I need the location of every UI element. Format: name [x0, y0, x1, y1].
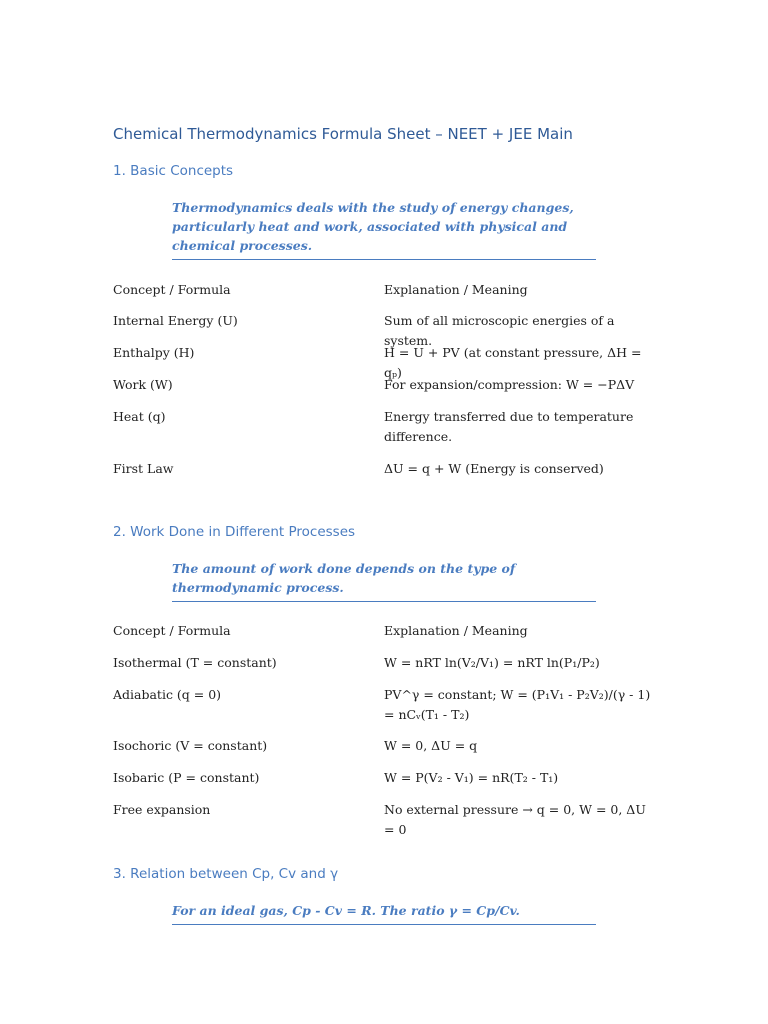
concept-cell: Adiabatic (q = 0) [113, 687, 222, 702]
explanation-cell: Sum of all microscopic energies of a system. [384, 313, 615, 348]
concept-cell: Free expansion [113, 802, 211, 817]
section-heading-work-done: 2. Work Done in Different Processes [113, 524, 356, 540]
explanation-cell: W = nRT ln(V₂/V₁) = nRT ln(P₁/P₂) [384, 655, 600, 670]
document-title: Chemical Thermodynamics Formula Sheet – NEET + JEE Main [113, 125, 573, 143]
explanation-cell: H = U + PV (at constant pressure, ΔH = qₚ) [384, 345, 642, 380]
concept-cell: First Law [113, 461, 174, 476]
concept-cell: Isobaric (P = constant) [113, 770, 260, 785]
section-heading-basic-concepts: 1. Basic Concepts [113, 163, 234, 179]
explanation-cell: W = P(V₂ - V₁) = nR(T₂ - T₁) [384, 770, 559, 785]
column-header-concept: Concept / Formula [113, 282, 231, 297]
explanation-cell: No external pressure → q = 0, W = 0, ΔU = 0 [384, 802, 646, 837]
column-header-explanation: Explanation / Meaning [384, 623, 528, 638]
concept-cell: Internal Energy (U) [113, 313, 238, 328]
section-intro-work-done: The amount of work done depends on the type of thermodynamic process. [172, 559, 596, 602]
concept-cell: Isothermal (T = constant) [113, 655, 277, 670]
section-heading-cp-cv-relation: 3. Relation between Cp, Cv and γ [113, 866, 339, 882]
explanation-cell: W = 0, ΔU = q [384, 738, 478, 753]
column-header-explanation: Explanation / Meaning [384, 282, 528, 297]
explanation-cell: Energy transferred due to temperature difference. [384, 409, 634, 444]
concept-cell: Enthalpy (H) [113, 345, 195, 360]
explanation-cell: For expansion/compression: W = −PΔV [384, 377, 635, 392]
section-intro-basic-concepts: Thermodynamics deals with the study of energy changes, particularly heat and work, associated with physical and chemical processes. [172, 198, 596, 260]
concept-cell: Heat (q) [113, 409, 166, 424]
section-intro-cp-cv-relation: For an ideal gas, Cp - Cv = R. The ratio γ = Cp/Cv. [172, 901, 596, 925]
explanation-cell: ΔU = q + W (Energy is conserved) [384, 461, 604, 476]
column-header-concept: Concept / Formula [113, 623, 231, 638]
explanation-cell: PV^γ = constant; W = (P₁V₁ - P₂V₂)/(γ - 1) = nCᵥ(T₁ - T₂) [384, 687, 651, 722]
concept-cell: Isochoric (V = constant) [113, 738, 268, 753]
concept-cell: Work (W) [113, 377, 173, 392]
